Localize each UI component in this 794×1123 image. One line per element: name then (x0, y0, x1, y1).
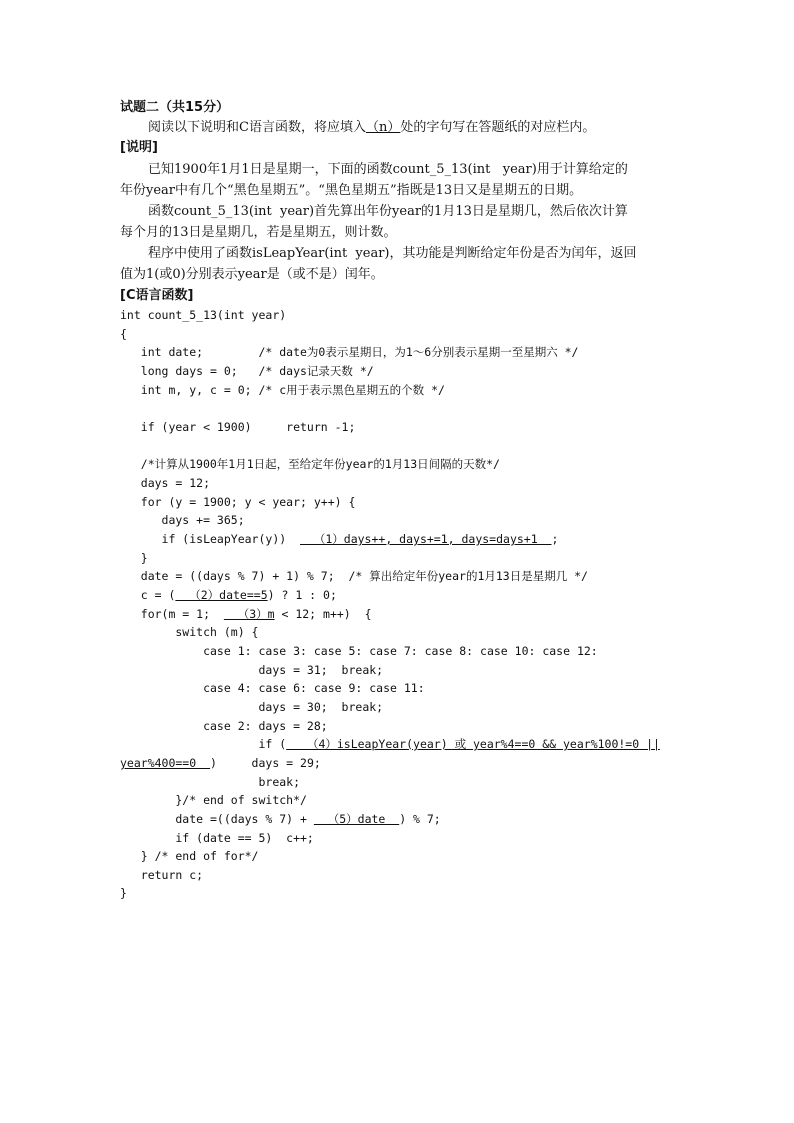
code-line: }/* end of switch*/ (120, 793, 307, 807)
instruction-post: 处的字句写在答题纸的对应栏内。 (400, 120, 596, 135)
code-line: days = 30; break; (120, 700, 384, 714)
code-line: date = ((days % 7) + 1) % 7; /* 算出给定年份year的1月13日是星期几 */ (120, 569, 588, 583)
code-line: { (120, 327, 127, 341)
code-line: days = 31; break; (120, 663, 384, 677)
answer-blank-1: （1）days++, days+=1, days=days+1 (300, 532, 552, 546)
code-segment: if ( (120, 737, 287, 751)
code-segment: ; (551, 532, 559, 546)
code-line-blank-3 (120, 605, 372, 623)
code-segment: ) days = 29; (210, 756, 321, 770)
code-line-blank-4 (120, 735, 660, 753)
code-line: days += 365; (120, 513, 245, 527)
code-line: } /* end of for*/ (120, 849, 259, 863)
description-header: [说明] (120, 140, 158, 155)
instruction (148, 118, 595, 138)
code-line-blank-2 (120, 586, 337, 604)
desc-p2-line1: 函数count_5_13(int year)首先算出年份year的1月13日是星期几，然后依次计算 (148, 204, 628, 219)
code-segment: date =((days % 7) + (120, 812, 314, 826)
code-line: break; (120, 775, 301, 789)
code-line: if (date == 5) c++; (120, 831, 314, 845)
code-segment: c = ( (120, 588, 176, 602)
answer-blank-2: （2）date==5 (175, 588, 268, 602)
code-line-blank-1 (120, 530, 558, 548)
code-line: } (120, 886, 127, 900)
answer-blank-5: （5）date (313, 812, 400, 826)
desc-p2-line2: 每个月的13日是星期几，若是星期五，则计数。 (120, 225, 397, 240)
code-line: int count_5_13(int year) (120, 308, 287, 322)
code-line: case 1: case 3: case 5: case 7: case 8: case 10: case 12: (120, 644, 598, 658)
instruction-pre: 阅读以下说明和C语言函数，将应填入 (148, 120, 366, 135)
code-segment: ) ? 1 : 0; (267, 588, 337, 602)
answer-blank-4-cont: year%400==0 (120, 756, 211, 770)
instruction-blank: （n） (365, 120, 401, 135)
code-line: /*计算从1900年1月1日起，至给定年份year的1月13日间隔的天数*/ (120, 457, 500, 471)
code-line: case 2: days = 28; (120, 719, 328, 733)
question-title: 试题二（共15分） (120, 100, 230, 115)
desc-p3-line1: 程序中使用了函数isLeapYear(int year)，其功能是判断给定年份是否为闰年，返回 (148, 246, 637, 261)
code-line: return c; (120, 868, 204, 882)
code-line: if (year < 1900) return -1; (120, 420, 356, 434)
code-segment: if (isLeapYear(y)) (120, 532, 301, 546)
code-line: switch (m) { (120, 625, 259, 639)
desc-p1-line2: 年份year中有几个“黑色星期五”。“黑色星期五”指既是13日又是星期五的日期。 (120, 183, 583, 198)
code-line: days = 12; (120, 476, 211, 490)
answer-blank-4: （4）isLeapYear(year) 或 year%4==0 && year%100!=0 || (286, 737, 660, 751)
code-line: int date; /* date为0表示星期日，为1～6分别表示星期一至星期六 */ (120, 345, 579, 359)
code-segment: for(m = 1; (120, 607, 224, 621)
answer-blank-3: （3）m (223, 607, 275, 621)
code-segment: ) % 7; (399, 812, 441, 826)
desc-p3-line2: 值为1(或0)分别表示year是（或不是）闰年。 (120, 267, 384, 282)
code-segment: < 12; m++) { (274, 607, 372, 621)
code-line: for (y = 1900; y < year; y++) { (120, 495, 356, 509)
code-header: [C语言函数] (120, 288, 194, 303)
code-line: case 4: case 6: case 9: case 11: (120, 681, 425, 695)
code-line-blank-5 (120, 810, 441, 828)
code-line: long days = 0; /* days记录天数 */ (120, 364, 374, 378)
code-line-blank-4-cont (120, 754, 321, 772)
code-line: } (120, 551, 148, 565)
desc-p1-line1: 已知1900年1月1日是星期一，下面的函数count_5_13(int year)用于计算给定的 (148, 162, 628, 177)
code-line: int m, y, c = 0; /* c用于表示黑色星期五的个数 */ (120, 383, 445, 397)
